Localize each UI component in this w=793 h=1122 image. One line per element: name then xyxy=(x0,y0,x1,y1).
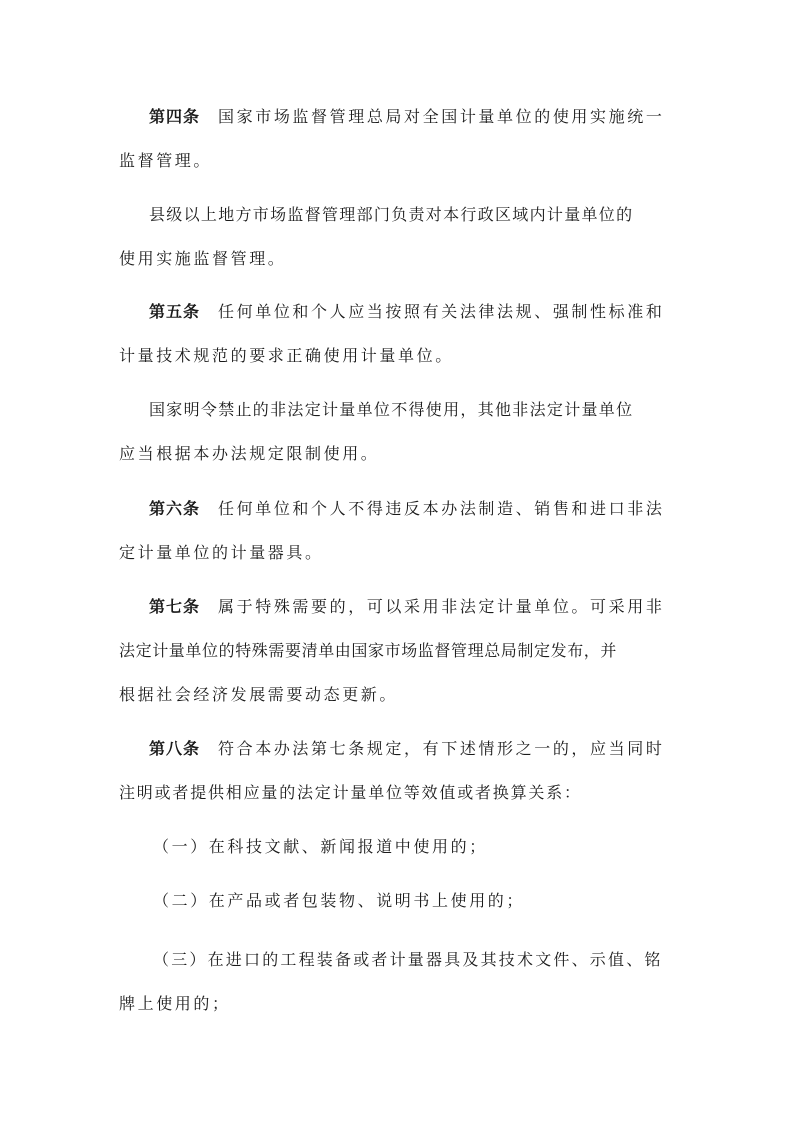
article-heading: 第六条 xyxy=(149,499,201,518)
article-5 xyxy=(119,290,671,378)
article-6-line-1: 第六条 任何单位和个人不得违反本办法制造、销售和进口非法 xyxy=(149,499,665,518)
article-5-line-2: 计量技术规范的要求正确使用计量单位。 xyxy=(119,346,454,365)
article-8-item-3 xyxy=(119,938,671,1026)
article-4-line-2: 监督管理。 xyxy=(119,151,213,170)
article-heading: 第七条 xyxy=(149,597,201,616)
item-line-1: （二）在产品或者包装物、说明书上使用的； xyxy=(153,891,526,910)
article-8-item-2 xyxy=(119,879,671,923)
article-5-line-1: 第五条 任何单位和个人应当按照有关法律法规、强制性标准和 xyxy=(149,302,665,321)
article-5-paragraph-2 xyxy=(119,388,671,476)
paragraph-line-2: 使用实施监督管理。 xyxy=(119,249,287,268)
item-line-2: 牌上使用的； xyxy=(119,994,231,1013)
article-4-paragraph-2 xyxy=(119,193,671,281)
paragraph-line-1: 县级以上地方市场监督管理部门负责对本行政区域内计量单位的 xyxy=(149,205,634,224)
article-7-line-1: 第七条 属于特殊需要的，可以采用非法定计量单位。可采用非 xyxy=(149,597,665,616)
article-8-item-1 xyxy=(119,825,671,869)
article-6-line-2: 定计量单位的计量器具。 xyxy=(119,543,324,562)
paragraph-line-2: 应当根据本办法规定限制使用。 xyxy=(119,444,380,463)
article-heading: 第五条 xyxy=(149,302,201,321)
article-7-line-2: 法定计量单位的特殊需要清单由国家市场监督管理总局制定发布，并 xyxy=(119,641,618,660)
item-line-1: （三）在进口的工程装备或者计量器具及其技术文件、示值、铭 xyxy=(153,950,663,969)
article-4 xyxy=(119,95,671,183)
article-7 xyxy=(119,585,671,717)
article-8 xyxy=(119,727,671,815)
item-line-1: （一）在科技文献、新闻报道中使用的； xyxy=(153,837,488,856)
article-heading: 第八条 xyxy=(149,739,201,758)
paragraph-line-1: 国家明令禁止的非法定计量单位不得使用，其他非法定计量单位 xyxy=(149,400,634,419)
article-6 xyxy=(119,487,671,575)
article-8-line-2: 注明或者提供相应量的法定计量单位等效值或者换算关系： xyxy=(119,783,582,802)
article-7-line-3: 根据社会经济发展需要动态更新。 xyxy=(119,685,399,704)
article-heading: 第四条 xyxy=(149,107,201,126)
article-4-line-1: 第四条 国家市场监督管理总局对全国计量单位的使用实施统一 xyxy=(149,107,665,126)
article-8-line-1: 第八条 符合本办法第七条规定，有下述情形之一的，应当同时 xyxy=(149,739,665,758)
